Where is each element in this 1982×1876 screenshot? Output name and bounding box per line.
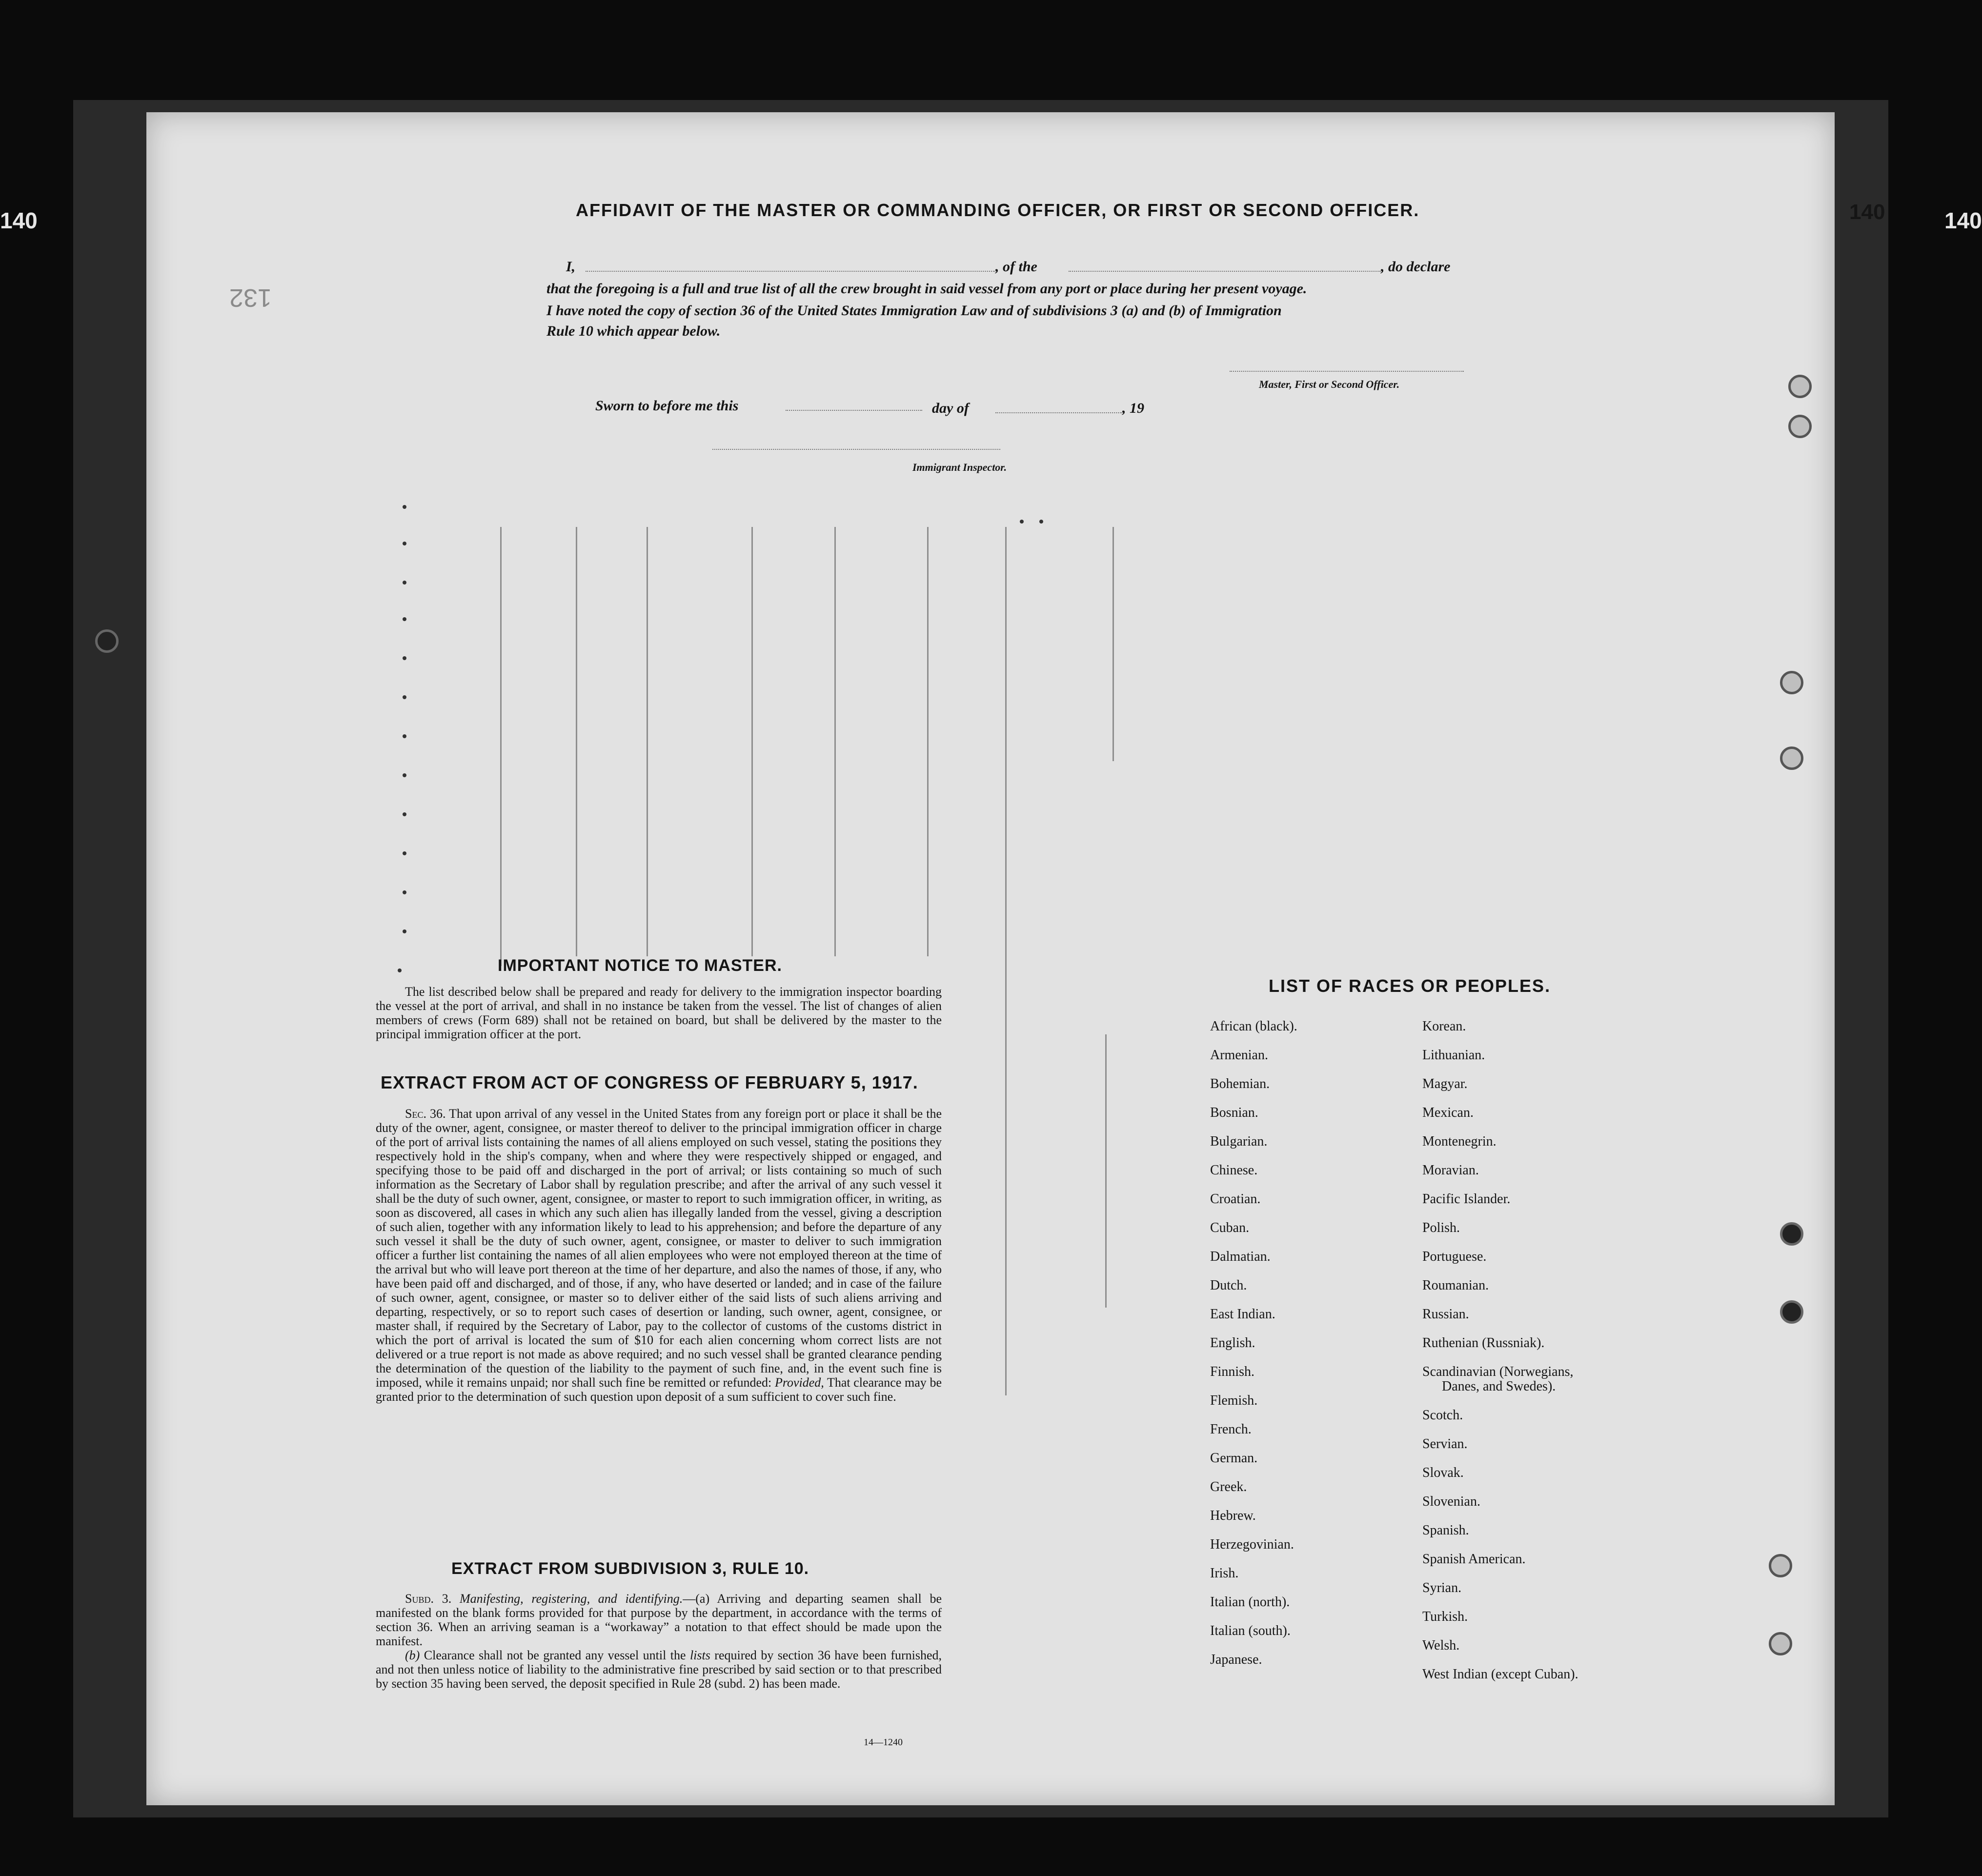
- notice-title: IMPORTANT NOTICE TO MASTER.: [498, 956, 782, 975]
- races-column-1: [1210, 1019, 1297, 1681]
- race-item: Flemish.: [1210, 1393, 1258, 1408]
- race-item: Bulgarian.: [1210, 1134, 1268, 1149]
- master-signature-line: [1230, 371, 1464, 372]
- punch-hole: [1769, 1632, 1792, 1655]
- punch-hole: [1788, 415, 1812, 438]
- inspector-signature-line: [712, 449, 1000, 450]
- race-item: Bohemian.: [1210, 1076, 1270, 1091]
- year-label: , 19: [1122, 400, 1144, 416]
- master-signature-caption: Master, First or Second Officer.: [1259, 378, 1400, 390]
- race-item: French.: [1210, 1422, 1252, 1437]
- race-item: Greek.: [1210, 1479, 1247, 1494]
- punch-hole: [95, 629, 119, 653]
- race-item: Moravian.: [1422, 1163, 1479, 1178]
- sheet-number: 140: [1849, 200, 1885, 224]
- notice-body: [376, 985, 942, 1041]
- punch-hole: [1780, 1300, 1803, 1324]
- affidavit-declarant-prefix: I,: [566, 259, 576, 275]
- race-item: Pacific Islander.: [1422, 1191, 1511, 1207]
- race-item: Finnish.: [1210, 1364, 1255, 1379]
- vessel-name-blank: [1069, 271, 1381, 272]
- subd-paragraph-b-start: Clearance shall not be granted any vessel until the: [424, 1648, 686, 1662]
- subd-paragraph-b-rest: required by section 36 have been furnished, and not then unless notice of liability to the administrative fine prescribed by said section or to that prescribed by section 35 having been served, the deposit specified in Rule 28 (subd. 2) has been made.: [376, 1648, 942, 1691]
- declarant-name-blank: [586, 271, 995, 272]
- affidavit-declare: , do declare: [1381, 259, 1451, 275]
- race-item: West Indian (except Cuban).: [1422, 1667, 1578, 1682]
- faded-page-number: 132: [229, 283, 272, 312]
- punch-hole: [1780, 746, 1803, 770]
- races-column-2: [1422, 1019, 1578, 1695]
- race-item: Syrian.: [1422, 1580, 1462, 1595]
- inspector-signature-caption: Immigrant Inspector.: [912, 461, 1007, 473]
- race-item: Polish.: [1422, 1220, 1460, 1235]
- sworn-month-blank: [995, 412, 1122, 413]
- race-item: Portuguese.: [1422, 1249, 1487, 1264]
- race-item: Roumanian.: [1422, 1278, 1489, 1293]
- race-item: Italian (north).: [1210, 1594, 1290, 1610]
- document-page: [146, 112, 1835, 1805]
- affidavit-line-4: Rule 10 which appear below.: [546, 323, 721, 339]
- race-item: German.: [1210, 1451, 1258, 1466]
- affidavit-title: AFFIDAVIT OF THE MASTER OR COMMANDING OFFICER, OR FIRST OR SECOND OFFICER.: [576, 200, 1420, 220]
- subd-label: Subd. 3.: [405, 1592, 452, 1606]
- rule-extract-title: EXTRACT FROM SUBDIVISION 3, RULE 10.: [451, 1559, 809, 1578]
- race-item: Servian.: [1422, 1436, 1468, 1452]
- race-item: African (black).: [1210, 1019, 1297, 1034]
- race-item: Italian (south).: [1210, 1623, 1291, 1638]
- act-extract-title: EXTRACT FROM ACT OF CONGRESS OF FEBRUARY 5, 1917.: [381, 1072, 918, 1092]
- race-item: Chinese.: [1210, 1163, 1258, 1178]
- section-36-text-end: That clearance may be granted prior to the determination of such question upon deposit of a sum sufficient to cover such fine.: [376, 1375, 942, 1404]
- act-extract-body: [376, 1107, 942, 1404]
- race-item: Ruthenian (Russniak).: [1422, 1335, 1545, 1351]
- race-item: Turkish.: [1422, 1609, 1468, 1624]
- section-36-text: That upon arrival of any vessel in the United States from any foreign port or place it shall be the duty of the owner, agent, consignee, or master thereof to deliver to the principal immigration officer in charge of the port of arrival lists containing the names of all aliens employed on such vessel, stating the positions they respectively hold in the ship's company, when and where they were respectively shipped or engaged, and specifying those to be paid off and discharged in the port of arrival; or lists containing so much of such information as the Secretary of Labor shall by regulation prescribe; and after the arrival of any such vessel it shall be the duty of such owner, agent, consignee, or master to report to such immigration officer, in writing, as soon as discovered, all cases in which any such alien has illegally landed from the vessel, giving a description of such alien, together with any information likely to lead to his apprehension; and before the departure of any such vessel it shall be the duty of such owner, agent, consignee, or master to deliver to such immigration officer a further list containing the names of all alien employees who were not employed thereon at the time of the arrival but who will leave port thereon at the time of her departure, and also the names of those, if any, who have been paid off and discharged, and of those, if any, who have deserted or landed; and in case of the failure of such owner, agent, consignee, or master so to deliver either of the said lists of such aliens arriving and departing, respectively, or so to report such cases of desertion or landing, such owner, agent, consignee, or master shall, if required by the Secretary of Labor, pay to the collector of customs of the customs district in which the port of arrival is located the sum of $10 for each alien concerning whom correct lists are not delivered or a true report is not made as above required; and no such vessel shall be granted clearance pending the determination of the question of the liability to the payment of such fine, and, in the event such fine is imposed, while it remains unpaid; nor shall such fine be remitted or refunded:: [376, 1107, 942, 1390]
- race-item: Cuban.: [1210, 1220, 1250, 1235]
- form-code: 14—1240: [864, 1737, 903, 1748]
- affidavit-vessel-label: , of the: [995, 259, 1037, 275]
- race-item: Herzegovinian.: [1210, 1537, 1294, 1552]
- race-item: Spanish American.: [1422, 1552, 1526, 1567]
- race-item: Dalmatian.: [1210, 1249, 1271, 1264]
- rule-extract-body: [376, 1592, 942, 1691]
- sworn-day-blank: [786, 410, 922, 411]
- affidavit-line-3: I have noted the copy of section 36 of the United States Immigration Law and of subdivisions 3 (a) and (b) of Immigration: [546, 303, 1282, 319]
- race-item: Scotch.: [1422, 1408, 1463, 1423]
- race-item: Montenegrin.: [1422, 1134, 1497, 1149]
- subd-paragraph-a: —(a) Arriving and departing seamen shall be manifested on the blank forms provided for that purpose by the department, in accordance with the terms of section 36. When an arriving seaman is a “workaway” a notation to that effect should be made upon the manifest.: [376, 1592, 942, 1648]
- day-of-label: day of: [932, 400, 969, 416]
- race-item: Lithuanian.: [1422, 1048, 1485, 1063]
- provided-word: Provided,: [774, 1375, 824, 1390]
- race-item: Bosnian.: [1210, 1105, 1258, 1120]
- section-label: Sec. 36.: [405, 1107, 446, 1121]
- race-item: Hebrew.: [1210, 1508, 1256, 1523]
- race-item: Japanese.: [1210, 1652, 1262, 1667]
- affidavit-line-2: that the foregoing is a full and true list of all the crew brought in said vessel from any port or place during her present voyage.: [546, 281, 1307, 297]
- race-item: Irish.: [1210, 1566, 1239, 1581]
- race-item: Slovak.: [1422, 1465, 1464, 1480]
- race-item: Spanish.: [1422, 1523, 1469, 1538]
- races-title: LIST OF RACES OR PEOPLES.: [1269, 976, 1551, 996]
- race-item: Slovenian.: [1422, 1494, 1480, 1509]
- race-item: Dutch.: [1210, 1278, 1247, 1293]
- race-item: Welsh.: [1422, 1638, 1460, 1653]
- race-item: Scandinavian (Norwegians,: [1422, 1364, 1574, 1379]
- left-edge-number: 140: [0, 208, 38, 233]
- race-item: Croatian.: [1210, 1191, 1261, 1207]
- race-item: Danes, and Swedes).: [1442, 1379, 1556, 1394]
- subd-heading: Manifesting, registering, and identifying.: [459, 1592, 683, 1606]
- punch-hole: [1769, 1554, 1792, 1577]
- punch-hole: [1788, 375, 1812, 398]
- right-edge-number: 140: [1944, 208, 1982, 233]
- race-item: Armenian.: [1210, 1048, 1268, 1063]
- subd-b-label: (b): [405, 1648, 420, 1662]
- race-item: Magyar.: [1422, 1076, 1468, 1091]
- subd-paragraph-b-lists: lists: [689, 1648, 710, 1662]
- race-item: Russian.: [1422, 1307, 1469, 1322]
- sworn-label: Sworn to before me this: [595, 398, 739, 414]
- punch-hole: [1780, 671, 1803, 694]
- race-item: East Indian.: [1210, 1307, 1275, 1322]
- punch-hole: [1780, 1222, 1803, 1246]
- notice-paragraph: The list described below shall be prepared and ready for delivery to the immigration inspector boarding the vessel at the port of arrival, and shall in no instance be taken from the vessel. The list of changes of alien members of crews (Form 689) shall not be retained on board, but shall be delivered by the master to the principal immigration officer at the port.: [376, 985, 942, 1041]
- race-item: Korean.: [1422, 1019, 1466, 1034]
- race-item: English.: [1210, 1335, 1255, 1351]
- race-item: Mexican.: [1422, 1105, 1474, 1120]
